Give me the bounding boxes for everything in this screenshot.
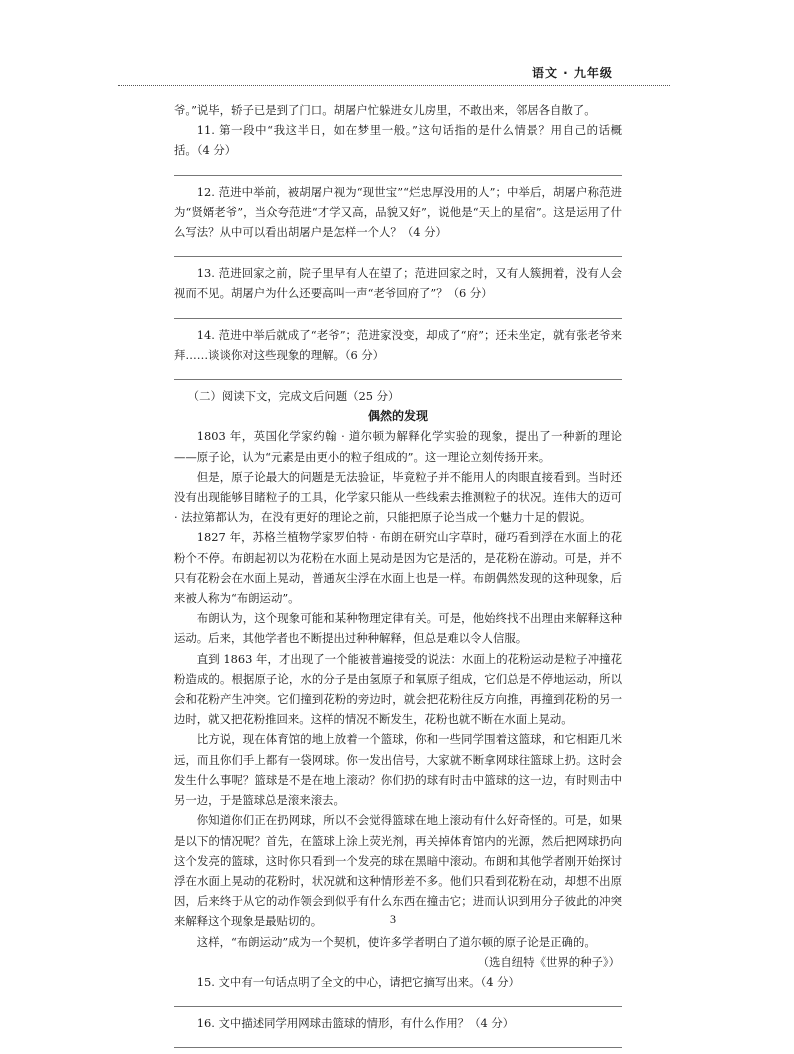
article-paragraph: 1803 年，英国化学家约翰 · 道尔顿为解释化学实验的现象，提出了一种新的理论——原子论，认为“元素是由更小的粒子组成的”。这一理论立刻传扬开来。 — [174, 429, 622, 464]
answer-line[interactable] — [174, 1047, 622, 1048]
answer-line[interactable] — [174, 379, 622, 380]
page-header: 语文 · 九年级 — [532, 66, 613, 80]
article-paragraph: 直到 1863 年，才出现了一个能被普遍接受的说法：水面上的花粉运动是粒子冲撞花粉造成的。根据原子论，水的分子是由氢原子和氧原子组成，它们总是不停地运动，所以会和花粉产生冲突。它们撞到花粉的旁边时，就会把花粉往反方向推，再撞到花粉的另一边时，就又把花粉推回来。这样的情况不断发生，花粉也就不断在水面上晃动。 — [174, 651, 622, 727]
section-heading: （二）阅读下文，完成文后问题（25 分） — [187, 389, 400, 404]
article-paragraph: 你知道你们正在扔网球，所以不会觉得篮球在地上滚动有什么好奇怪的。可是，如果是以下的情况呢？首先，在篮球上涂上荧光剂，再关掉体育馆内的光源，然后把网球扔向这个发亮的篮球，这时你只看到一个发亮的球在黑暗中滚动。布朗和其他学者刚开始探讨浮在水面上晃动的花粉时，状况就和这种情形差不多。他们只看到花粉在动，却想不出原因，后来终于从它的动作领会到似乎有什么东西在撞击它；进而认识到用分子彼此的冲突来解释这个现象是最贴切的。 — [174, 813, 622, 929]
intro-text: 爷。”说毕，轿子已是到了门口。胡屠户忙躲进女儿房里，不敢出来，邻居各自散了。 — [174, 103, 596, 117]
article-source: （选自纽特《世界的种子》） — [477, 954, 620, 969]
page-number: 3 — [390, 912, 396, 926]
article-paragraph: 1827 年，苏格兰植物学家罗伯特 · 布朗在研究山字草时，碰巧看到浮在水面上的花粉个不停。布朗起初以为花粉在水面上晃动是因为它是活的，是花粉在游动。可是，并不只有花粉会在水面上晃动，普通灰尘浮在水面上也是一样。布朗偶然发现的这种现象，后来被人称为“布朗运动”。 — [174, 530, 622, 606]
question-13: 13. 范进回家之前，院子里早有人在望了；范进回家之时，又有人簇拥着，没有人会视而不见。胡屠户为什么还要高叫一声“老爷回府了”？（6 分） — [174, 266, 622, 301]
article-paragraph: 比方说，现在体育馆的地上放着一个篮球，你和一些同学围着这篮球，和它相距几米远，而且你们手上都有一袋网球。你一发出信号，大家就不断拿网球往篮球上扔。这时会发生什么事呢？篮球是不是在地上滚动？你们扔的球有时击中篮球的这一边，有时则击中另一边，于是篮球总是滚来滚去。 — [174, 732, 622, 808]
question-16: 16. 文中描述同学用网球击篮球的情形，有什么作用？（4 分） — [196, 1016, 515, 1031]
article-paragraph: 这样，“布朗运动”成为一个契机，使许多学者明白了道尔顿的原子论是正确的。 — [196, 934, 596, 949]
article-title: 偶然的发现 — [367, 409, 428, 424]
answer-line[interactable] — [174, 175, 622, 176]
question-15: 15. 文中有一句话点明了全文的中心，请把它摘写出来。（4 分） — [196, 974, 520, 989]
answer-line[interactable] — [174, 256, 622, 257]
answer-line[interactable] — [174, 1006, 622, 1007]
question-12: 12. 范进中举前，被胡屠户视为“现世宝”“烂忠厚没用的人”；中举后，胡屠户称范进为“贤婿老爷”，当众夸范进“才学又高，品貌又好”，说他是“天上的星宿”。这是运用了什么写法？从中可以看出胡屠户是怎样一个人？（4 分） — [174, 184, 622, 240]
article-paragraph: 布朗认为，这个现象可能和某种物理定律有关。可是，他始终找不出理由来解释这种运动。后来，其他学者也不断提出过种种解释，但总是难以令人信服。 — [174, 611, 622, 646]
article-paragraph: 但是，原子论最大的问题是无法验证，毕竟粒子并不能用人的肉眼直接看到。当时还没有出现能够目睹粒子的工具，化学家只能从一些线索去推测粒子的状况。连伟大的迈可 · 法拉第都认为，在没有更好的理论之前，只能把原子论当成一个魅力十足的假说。 — [174, 469, 622, 525]
main-content — [174, 100, 622, 1054]
question-11: 11. 第一段中“我这半日，如在梦里一般。”这句话指的是什么情景？用自己的话概括。（4 分） — [174, 123, 622, 158]
question-14: 14. 范进中举后就成了“老爷”；范进家没变，却成了“府”；还未坐定，就有张老爷来拜……谈谈你对这些现象的理解。（6 分） — [174, 327, 622, 362]
header-divider — [118, 85, 670, 86]
answer-line[interactable] — [174, 318, 622, 319]
